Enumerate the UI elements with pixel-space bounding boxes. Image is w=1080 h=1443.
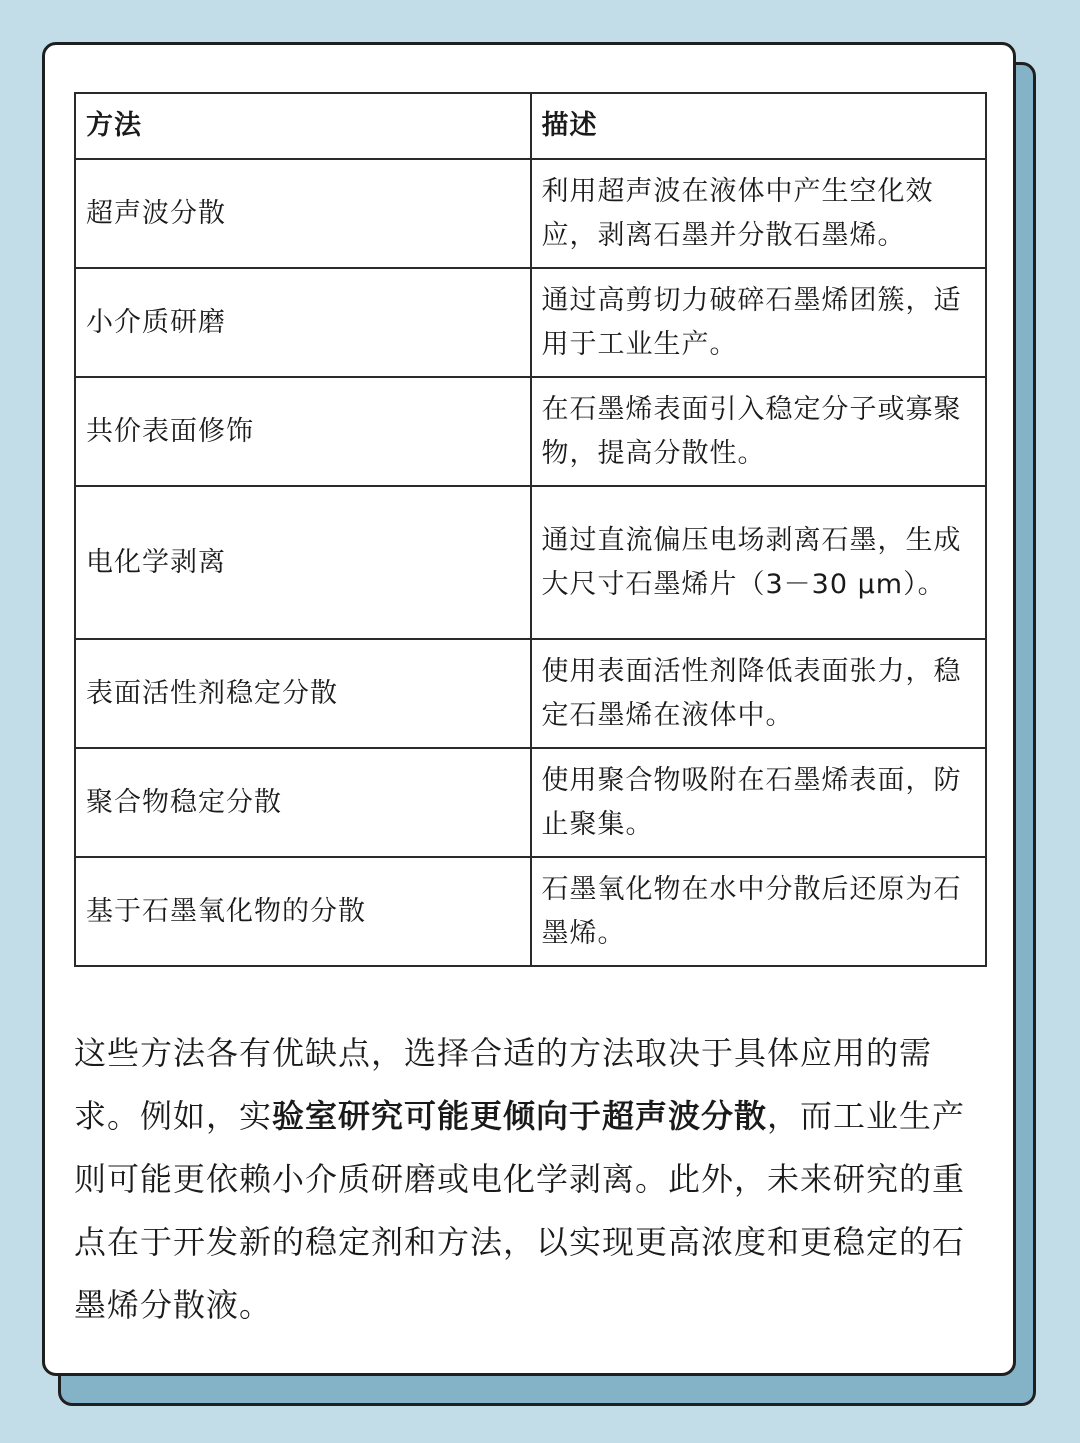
method-cell: 电化学剥离 [75,486,531,639]
method-cell: 超声波分散 [75,159,531,268]
table-header-row [75,93,986,159]
table-row [75,486,986,639]
method-cell: 聚合物稳定分散 [75,748,531,857]
table-row [75,639,986,748]
description-cell: 通过直流偏压电场剥离石墨，生成大尺寸石墨烯片（3－30 μm）。 [531,486,987,639]
description-cell: 利用超声波在液体中产生空化效应，剥离石墨并分散石墨烯。 [531,159,987,268]
description-cell: 使用表面活性剂降低表面张力，稳定石墨烯在液体中。 [531,639,987,748]
methods-table [74,92,987,967]
table-row [75,857,986,966]
description-cell: 通过高剪切力破碎石墨烯团簇，适用于工业生产。 [531,268,987,377]
header-method: 方法 [75,93,531,159]
summary-highlight: 验室研究可能更倾向于超声波分散 [272,1097,768,1135]
method-cell: 小介质研磨 [75,268,531,377]
description-cell: 石墨氧化物在水中分散后还原为石墨烯。 [531,857,987,966]
table-row [75,377,986,486]
table-row [75,748,986,857]
method-cell: 基于石墨氧化物的分散 [75,857,531,966]
summary-text-end: ，而工业生产则可能更依赖小介质研磨或电化学剥离。此外，未来研究的重点在于开发新的稳定剂和方法，以实现更高浓度和更稳定的石墨烯分散液。 [74,1097,966,1324]
summary-paragraph [74,1022,989,1337]
table-row [75,268,986,377]
summary-text-start: 这些方法各有优缺点，选择合适的方法取决于具体应用的需求。例如，实 [74,1034,933,1135]
table-row [75,159,986,268]
header-description: 描述 [531,93,987,159]
description-cell: 使用聚合物吸附在石墨烯表面，防止聚集。 [531,748,987,857]
method-cell: 表面活性剂稳定分散 [75,639,531,748]
description-cell: 在石墨烯表面引入稳定分子或寡聚物，提高分散性。 [531,377,987,486]
method-cell: 共价表面修饰 [75,377,531,486]
